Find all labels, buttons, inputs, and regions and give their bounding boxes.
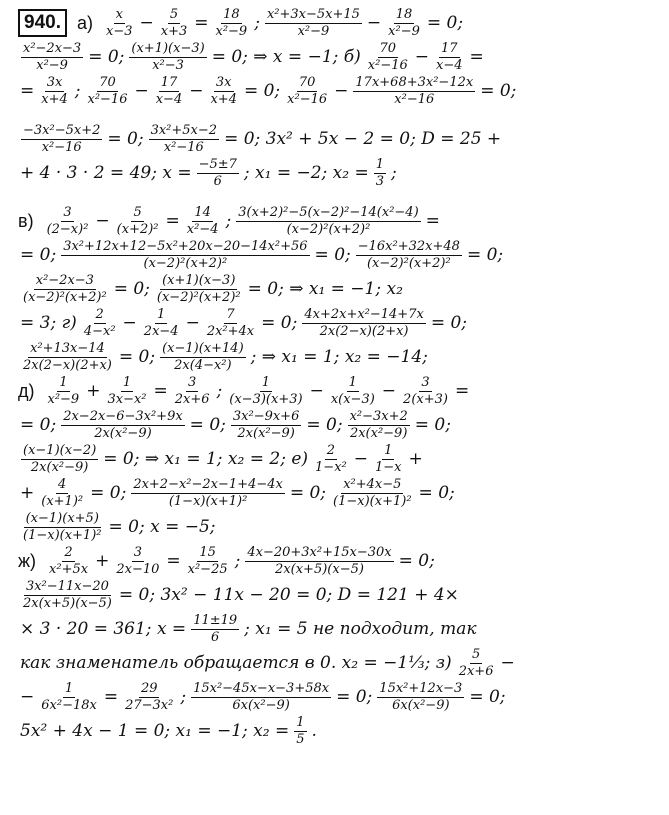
fraction xyxy=(39,478,85,509)
equation-text: = 0; xyxy=(336,687,373,707)
equation-text: = 0; xyxy=(426,13,464,33)
fraction-numerator: 70 xyxy=(379,40,397,56)
fraction xyxy=(331,478,414,509)
fraction xyxy=(457,648,496,679)
fraction xyxy=(21,42,83,73)
fraction-denominator: x−3 xyxy=(106,23,133,39)
fraction-numerator: (x+1)(x−3) xyxy=(131,40,205,56)
fraction xyxy=(129,42,206,73)
fraction xyxy=(61,410,184,441)
equation-text: ; xyxy=(391,163,397,183)
equation-text: = 0; xyxy=(414,415,451,435)
fraction-numerator: 3 xyxy=(133,544,142,560)
equation-text: = 0; ⇒ x₁ = −1; x₂ xyxy=(247,279,403,299)
equation-text: = xyxy=(454,381,470,401)
equation-text: ; x₁ = −2; x₂ = xyxy=(243,163,369,183)
fraction xyxy=(313,444,349,475)
solution-line xyxy=(18,306,655,340)
fraction-numerator: 29 xyxy=(140,680,158,696)
equation-text: ; ⇒ x₁ = 1; x₂ = −14; xyxy=(250,347,428,367)
fraction-numerator: 7 xyxy=(226,306,235,322)
fraction xyxy=(294,716,306,747)
fraction-denominator: 2x−4 xyxy=(143,323,179,339)
equation-text: = 0; xyxy=(20,245,57,265)
fraction xyxy=(142,308,181,339)
equation-text: − xyxy=(122,313,137,333)
equation-text: = 0; xyxy=(261,313,298,333)
problem-number-badge: 940. xyxy=(18,9,67,37)
fraction-numerator: 1 xyxy=(375,156,385,172)
equation-text: = 0; xyxy=(90,483,127,503)
fraction-numerator: 4x+2x+x²−14+7x xyxy=(304,306,424,322)
equation-text: . xyxy=(311,721,317,741)
equation-text: × 3 · 20 = 361; x = xyxy=(20,619,187,639)
fraction-numerator: 17 xyxy=(160,74,178,90)
fraction-numerator: 15x²+12x−3 xyxy=(379,680,463,696)
fraction-numerator: 3 xyxy=(188,374,197,390)
fraction xyxy=(61,240,309,271)
fraction xyxy=(197,158,239,189)
fraction-denominator: x²−16 xyxy=(394,91,435,107)
fraction-numerator: 70 xyxy=(99,74,116,90)
equation-text: − xyxy=(139,13,154,33)
solution-line xyxy=(18,476,655,510)
fraction xyxy=(21,342,114,373)
equation-text: − xyxy=(353,449,368,469)
fraction xyxy=(85,76,129,107)
equation-text: − xyxy=(189,81,204,101)
fraction-denominator: 6x²−18x xyxy=(41,697,97,713)
equation-text: = xyxy=(166,551,181,571)
fraction xyxy=(245,546,393,577)
equation-text: − xyxy=(134,81,149,101)
fraction xyxy=(131,478,285,509)
fraction-numerator: 2 xyxy=(95,306,104,322)
fraction xyxy=(45,206,91,237)
equation-text: ; xyxy=(234,551,241,571)
equation-text: ; xyxy=(225,211,232,231)
fraction-denominator: x²−16 xyxy=(163,139,204,155)
fraction-numerator: x²+3x−5x+15 xyxy=(266,6,360,22)
fraction xyxy=(227,376,304,407)
fraction-denominator: (1−x)(x+1)² xyxy=(333,493,412,509)
equation-text: = 0; xyxy=(289,483,327,503)
fraction-numerator: (x−1)(x−2) xyxy=(23,442,97,458)
fraction xyxy=(329,376,377,407)
equation-text: ; x₁ = 5 не подходит, так xyxy=(244,619,477,639)
fraction-denominator: x²−9 xyxy=(47,391,80,407)
equation-text: ; xyxy=(254,13,260,33)
fraction-numerator: 17x+68+3x²−12x xyxy=(355,74,474,90)
fraction-denominator: 6 xyxy=(211,629,220,645)
solution-line xyxy=(18,510,655,544)
solution-line xyxy=(18,578,655,612)
equation-text: ; xyxy=(216,381,223,401)
equation-text: = 0; xyxy=(430,313,468,333)
fraction-denominator: 2x(x+5)(x−5) xyxy=(23,595,112,611)
fraction xyxy=(173,376,212,407)
fraction xyxy=(205,308,256,339)
fraction-numerator: x²+4x−5 xyxy=(343,476,402,492)
equation-text: = xyxy=(20,81,35,101)
fraction-denominator: 5 xyxy=(296,731,305,747)
fraction-denominator: x²−25 xyxy=(187,561,228,577)
fraction-denominator: x²−9 xyxy=(297,23,330,39)
fraction-numerator: 1 xyxy=(59,374,68,390)
fraction-numerator: 18 xyxy=(223,6,240,22)
fraction xyxy=(214,8,250,39)
fraction-denominator: 1−x xyxy=(375,459,402,475)
equation-text: = 0; xyxy=(314,245,351,265)
fraction-denominator: 2x(4−x²) xyxy=(174,357,232,373)
fraction xyxy=(123,682,175,713)
part-label: д) xyxy=(18,380,35,401)
fraction-denominator: 1−x² xyxy=(315,459,347,475)
fraction xyxy=(208,76,239,107)
fraction-denominator: x+4 xyxy=(210,91,237,107)
fraction-numerator: 2 xyxy=(64,544,73,560)
fraction-numerator: x²−2x−3 xyxy=(23,40,82,56)
equation-text: − xyxy=(381,381,397,401)
fraction xyxy=(356,240,462,271)
fraction xyxy=(231,410,301,441)
part-label: ж) xyxy=(18,550,37,571)
fraction-denominator: 2x(2−x)(2+x) xyxy=(319,323,409,339)
fraction-denominator: x²−9 xyxy=(388,23,420,39)
equation-text: = 0; ⇒ x = −1; б) xyxy=(211,47,361,67)
fraction xyxy=(374,158,386,189)
fraction-numerator: 11±19 xyxy=(193,612,238,628)
equation-text: = 0; xyxy=(107,129,144,149)
fraction-denominator: x²−16 xyxy=(87,91,128,107)
equation-text: + 4 · 3 · 2 = 49; x = xyxy=(20,163,192,183)
fraction xyxy=(82,308,118,339)
equation-text: = 0; xyxy=(480,81,517,101)
fraction-denominator: 2x+6 xyxy=(174,391,210,407)
equation-text: − xyxy=(500,653,515,673)
fraction xyxy=(186,546,230,577)
fraction xyxy=(302,308,425,339)
fraction xyxy=(39,76,70,107)
fraction-numerator: 1 xyxy=(261,374,271,390)
fraction-numerator: 4x−20+3x²+15x−30x xyxy=(247,544,392,560)
equation-text: = 0; 3x² − 11x − 20 = 0; D = 121 + 4× xyxy=(118,585,459,605)
fraction xyxy=(285,76,329,107)
fraction-denominator: x²+5x xyxy=(49,561,89,577)
fraction xyxy=(401,376,450,407)
fraction-numerator: x xyxy=(115,6,123,22)
fraction xyxy=(366,42,410,73)
fraction-numerator: 1 xyxy=(384,442,393,458)
fraction-denominator: 2x(x²−9) xyxy=(30,459,89,475)
fraction xyxy=(21,512,104,543)
equation-text: = xyxy=(425,211,440,231)
fraction-numerator: x²−2x−3 xyxy=(35,272,94,288)
fraction xyxy=(154,76,185,107)
fraction-denominator: x²−16 xyxy=(367,57,408,73)
fraction-numerator: 5 xyxy=(133,204,142,220)
fraction-numerator: 5 xyxy=(471,646,481,662)
fraction-numerator: 3x²+5x−2 xyxy=(150,122,218,138)
solution-line xyxy=(18,156,655,190)
fraction-numerator: 1 xyxy=(157,306,166,322)
fraction-numerator: 14 xyxy=(194,204,211,220)
equation-text: = 0; xyxy=(466,245,504,265)
equation-text: + xyxy=(86,381,101,401)
fraction xyxy=(159,8,190,39)
fraction-denominator: x−4 xyxy=(436,57,463,73)
solution-line xyxy=(18,680,655,714)
fraction-numerator: 3x²−9x+6 xyxy=(232,408,300,424)
equation-text: = xyxy=(153,381,168,401)
fraction xyxy=(105,376,148,407)
equation-text: = xyxy=(165,211,180,231)
fraction-denominator: 2x²+4x xyxy=(206,323,255,339)
equation-text: + xyxy=(20,483,35,503)
fraction-denominator: x+3 xyxy=(160,23,188,39)
equation-text: − xyxy=(334,81,349,101)
fraction xyxy=(348,410,410,441)
equation-text: как знаменатель обращается в 0. x₂ = −1⅓; з) xyxy=(20,653,452,673)
fraction-denominator: x²−4 xyxy=(186,221,219,237)
equation-text: − xyxy=(95,211,110,231)
fraction xyxy=(104,8,135,39)
fraction-numerator: 1 xyxy=(64,680,74,696)
solution-line xyxy=(18,272,655,306)
solution-line xyxy=(18,544,655,578)
fraction-denominator: 2x+6 xyxy=(458,663,494,679)
equation-text: − xyxy=(185,313,200,333)
equation-text: − xyxy=(366,13,382,33)
solution-line xyxy=(18,122,655,156)
fraction-denominator: x²−9 xyxy=(36,57,68,73)
fraction-denominator: (1−x)(x+1)² xyxy=(23,527,102,543)
fraction-denominator: x(x−3) xyxy=(330,391,375,407)
fraction-numerator: 3 xyxy=(63,204,72,220)
fraction-denominator: x²−3 xyxy=(152,57,184,73)
solution-line xyxy=(18,40,655,74)
fraction-denominator: 4−x² xyxy=(83,323,116,339)
fraction xyxy=(373,444,404,475)
fraction-denominator: x+4 xyxy=(41,91,68,107)
equation-text: ; xyxy=(74,81,81,101)
equation-text: = 0; xyxy=(243,81,281,101)
fraction-numerator: (x−1)(x+14) xyxy=(162,340,244,356)
fraction xyxy=(353,76,475,107)
equation-text: − xyxy=(20,687,35,707)
equation-text: ; xyxy=(180,687,187,707)
fraction-denominator: 2x(x²−9) xyxy=(237,425,295,441)
fraction xyxy=(191,682,331,713)
fraction-numerator: 3x xyxy=(215,74,232,90)
fraction-numerator: 1 xyxy=(122,374,132,390)
fraction-numerator: −16x²+32x+48 xyxy=(357,238,460,254)
fraction-denominator: 2x(2−x)(2+x) xyxy=(23,357,112,373)
fraction-denominator: (x+2)² xyxy=(116,221,159,237)
equation-text: = xyxy=(194,13,209,33)
part-label: в) xyxy=(18,210,34,231)
fraction-denominator: (x−2)²(x+2)² xyxy=(286,221,371,237)
fraction-denominator: x−4 xyxy=(155,91,183,107)
fraction-numerator: 2x+2−x²−2x−1+4−4x xyxy=(133,476,283,492)
fraction-numerator: 18 xyxy=(395,6,413,22)
fraction-numerator: 3x²+12x+12−5x²+20x−20−14x²+56 xyxy=(63,238,308,254)
fraction-denominator: (x+1)² xyxy=(41,493,84,509)
fraction xyxy=(114,546,161,577)
fraction-denominator: x²−9 xyxy=(215,23,248,39)
fraction xyxy=(160,342,246,373)
fraction-denominator: (x−2)²(x+2)² xyxy=(143,255,228,271)
equation-text: = 0; xyxy=(20,415,57,435)
fraction-numerator: (x−1)(x+5) xyxy=(25,510,99,526)
fraction xyxy=(47,546,90,577)
fraction xyxy=(21,274,109,305)
fraction-numerator: 3x²−11x−20 xyxy=(25,578,109,594)
fraction-denominator: (x−2)²(x+2)² xyxy=(156,289,241,305)
fraction xyxy=(149,124,219,155)
fraction-denominator: 3 xyxy=(375,173,385,189)
fraction xyxy=(236,206,420,237)
fraction-numerator: 15x²−45x−x−3+58x xyxy=(193,680,330,696)
equation-text: + xyxy=(95,551,110,571)
fraction-numerator: 3x xyxy=(46,74,63,90)
equation-text: 5x² + 4x − 1 = 0; x₁ = −1; x₂ = xyxy=(20,721,290,741)
fraction-denominator: (2−x)² xyxy=(46,221,89,237)
equation-text: − xyxy=(414,47,430,67)
fraction xyxy=(386,8,422,39)
solution-line xyxy=(18,442,655,476)
fraction-denominator: 2x(x²−9) xyxy=(349,425,408,441)
solution-line xyxy=(18,408,655,442)
fraction-denominator: 2x(x+5)(x−5) xyxy=(275,561,364,577)
solution-line xyxy=(18,238,655,272)
equation-text: + xyxy=(408,449,423,469)
fraction-denominator: (x−2)²(x+2)² xyxy=(366,255,451,271)
fraction-denominator: x²−16 xyxy=(287,91,328,107)
solution-line xyxy=(18,714,655,748)
fraction-denominator: x²−16 xyxy=(41,139,82,155)
fraction-denominator: (x−2)²(x+2)² xyxy=(23,289,107,305)
solution-line xyxy=(18,612,655,646)
equation-text: = 0; xyxy=(306,415,343,435)
fraction-numerator: 70 xyxy=(298,74,316,90)
fraction xyxy=(115,206,161,237)
equation-text: = 0; xyxy=(189,415,226,435)
fraction xyxy=(265,8,362,39)
equation-text: − xyxy=(309,381,324,401)
fraction-numerator: 3 xyxy=(421,374,430,390)
part-label: а) xyxy=(76,12,93,33)
fraction-denominator: 6 xyxy=(213,173,222,189)
fraction-numerator: x²−3x+2 xyxy=(349,408,408,424)
equation-text: = 0; xyxy=(113,279,150,299)
fraction-denominator: 2x(x²−9) xyxy=(94,425,152,441)
fraction-denominator: 3x−x² xyxy=(107,391,147,407)
fraction xyxy=(46,376,82,407)
fraction xyxy=(155,274,243,305)
fraction-numerator: (x+1)(x−3) xyxy=(162,272,236,288)
fraction xyxy=(21,444,98,475)
solution-line xyxy=(18,340,655,374)
fraction xyxy=(434,42,465,73)
fraction-numerator: −3x²−5x+2 xyxy=(23,122,101,138)
fraction-denominator: 27−3x² xyxy=(125,697,174,713)
fraction-denominator: (x−3)(x+3) xyxy=(229,391,303,407)
fraction-denominator: (1−x)(x+1)² xyxy=(168,493,248,509)
solution-line xyxy=(18,74,655,108)
fraction-numerator: 4 xyxy=(58,476,67,492)
equation-text: = 0; xyxy=(118,347,156,367)
equation-text: = 0; xyxy=(418,483,455,503)
fraction xyxy=(21,124,102,155)
fraction xyxy=(377,682,464,713)
solution-line xyxy=(18,646,655,680)
solution-line xyxy=(18,6,655,40)
fraction-numerator: 1 xyxy=(348,374,357,390)
fraction xyxy=(39,682,99,713)
fraction-numerator: 15 xyxy=(199,544,216,560)
fraction-numerator: 1 xyxy=(296,714,305,730)
fraction xyxy=(185,206,221,237)
fraction-numerator: −5±7 xyxy=(198,156,237,172)
fraction-numerator: x²+13x−14 xyxy=(30,340,105,356)
equation-text: = xyxy=(469,47,484,67)
equation-text: = 0; xyxy=(398,551,435,571)
fraction-denominator: 2(x+3) xyxy=(403,391,448,407)
equation-text: = 0; 3x² + 5x − 2 = 0; D = 25 + xyxy=(224,129,502,149)
solution-line xyxy=(18,204,655,238)
equation-text: = 0; xyxy=(469,687,506,707)
solution-content xyxy=(18,6,655,748)
fraction-denominator: 2x−10 xyxy=(116,561,160,577)
fraction-denominator: 6x(x²−9) xyxy=(392,697,450,713)
fraction-numerator: 17 xyxy=(440,40,458,56)
equation-text: = 0; ⇒ x₁ = 1; x₂ = 2; е) xyxy=(103,449,309,469)
fraction xyxy=(21,580,114,611)
fraction-numerator: 2x−2x−6−3x²+9x xyxy=(63,408,183,424)
fraction-numerator: 5 xyxy=(169,6,179,22)
equation-text: = xyxy=(103,687,119,707)
fraction-numerator: 2 xyxy=(326,442,336,458)
fraction-numerator: 3(x+2)²−5(x−2)²−14(x²−4) xyxy=(238,204,419,220)
solution-line xyxy=(18,374,655,408)
equation-text: = 0; xyxy=(88,47,125,67)
fraction xyxy=(191,614,239,645)
fraction-denominator: 6x(x²−9) xyxy=(232,697,290,713)
equation-text: = 0; x = −5; xyxy=(108,517,216,537)
equation-text: = 3; г) xyxy=(20,313,77,333)
